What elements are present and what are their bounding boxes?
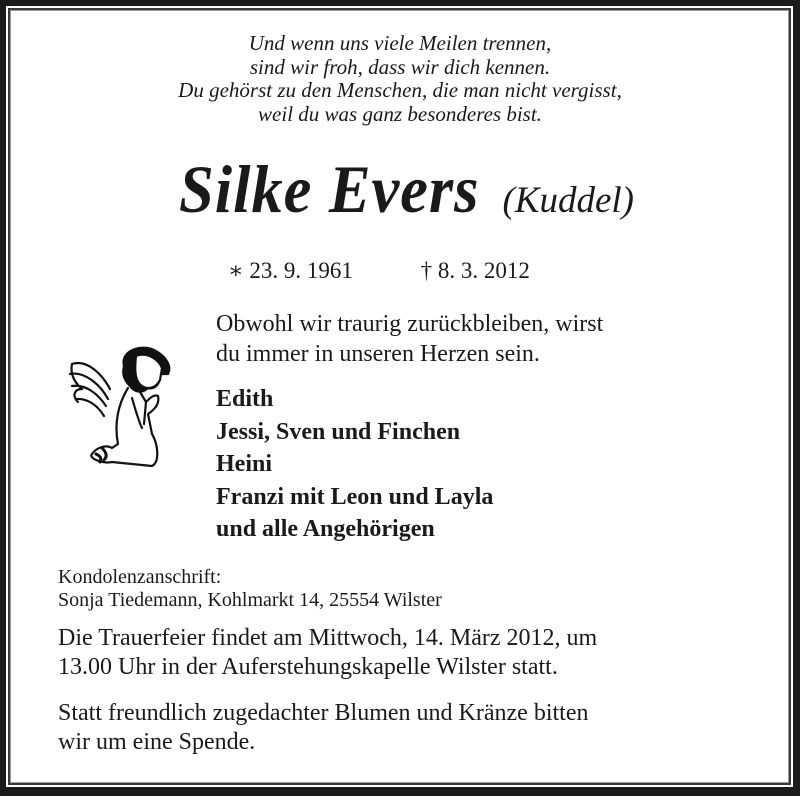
funeral-service-info <box>58 624 597 681</box>
life-dates <box>228 258 530 284</box>
condolence-address-line: Sonja Tiedemann, Kohlmarkt 14, 25554 Wilster <box>58 589 442 611</box>
mourning-line: Obwohl wir traurig zurückbleiben, wirst <box>216 311 604 337</box>
mourner: Edith <box>216 386 274 412</box>
mourner: und alle Angehörigen <box>216 516 435 542</box>
mourner: Franzi mit Leon und Layla <box>216 483 494 510</box>
poem <box>0 32 800 126</box>
poem-line: sind wir froh, dass wir dich kennen. <box>249 54 551 79</box>
mourning-line: du immer in unseren Herzen sein. <box>216 341 540 367</box>
poem-line: weil du was ganz besonderes bist. <box>258 101 542 126</box>
condolence-address <box>58 566 442 612</box>
mourning-text <box>216 309 603 369</box>
deceased-name: Silke Evers <box>179 151 480 227</box>
donation-line: Statt freundlich zugedachter Blumen und Kränze bitten <box>58 700 589 726</box>
donation-note <box>58 699 588 757</box>
donation-line: wir um eine Spende. <box>58 729 256 755</box>
deceased-nickname: (Kuddel) <box>502 180 634 221</box>
praying-angel-icon <box>62 344 178 472</box>
condolence-label: Kondolenzanschrift: <box>58 566 222 588</box>
birth-date: ∗ 23. 9. 1961 <box>228 258 353 283</box>
death-date: † 8. 3. 2012 <box>420 258 530 283</box>
service-line: 13.00 Uhr in der Auferstehungskapelle Wilster statt. <box>58 653 558 680</box>
mourners-list <box>216 383 493 546</box>
mourner: Heini <box>216 451 273 477</box>
deceased-name-block <box>0 150 800 229</box>
poem-line: Du gehörst zu den Menschen, die man nicht vergisst, <box>178 78 622 102</box>
mourner: Jessi, Sven und Finchen <box>216 418 461 445</box>
service-line: Die Trauerfeier findet am Mittwoch, 14. März 2012, um <box>58 625 598 651</box>
poem-line: Und wenn uns viele Meilen trennen, <box>248 31 552 55</box>
